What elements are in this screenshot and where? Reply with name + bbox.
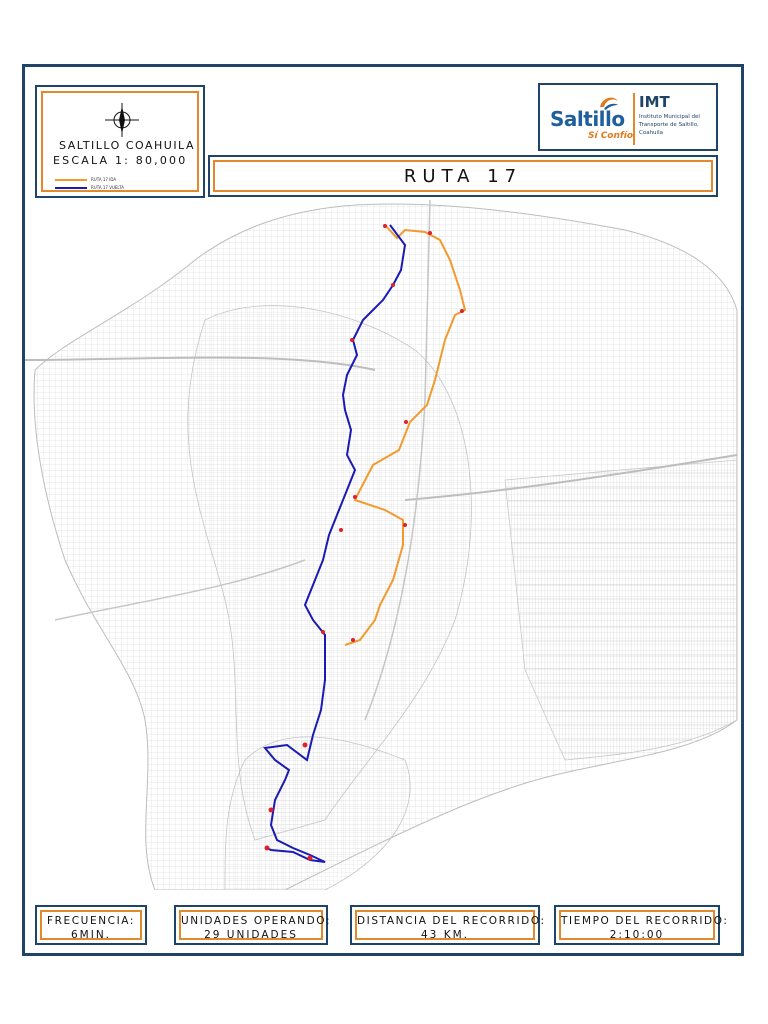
stat-time-label: TIEMPO DEL RECORRIDO: <box>561 915 729 927</box>
stat-frequency <box>35 905 147 945</box>
legend-item-ida <box>55 177 116 185</box>
stat-frequency-value: 6MIN. <box>70 929 112 941</box>
stat-units-inner <box>179 910 332 941</box>
stat-time <box>554 905 729 945</box>
stat-time-inner <box>559 910 729 941</box>
south-district <box>225 737 410 890</box>
route-title-panel <box>208 155 718 197</box>
stat-distance-value: 43 KM. <box>421 929 469 941</box>
logo-slogan-text: Sí Confío <box>588 131 634 141</box>
stat-distance-inner <box>355 910 546 941</box>
city-label: SALTILLO COAHUILA <box>59 139 195 152</box>
route-title-inner <box>213 160 713 192</box>
stat-units <box>174 905 332 945</box>
logo-divider <box>633 93 635 145</box>
legend-inner-border <box>41 91 199 192</box>
legend-label-ida: RUTA 17 IDA <box>91 177 117 182</box>
imt-logo <box>538 83 718 151</box>
logo-brand-text: Saltillo <box>550 107 625 131</box>
route-title: RUTA 17 <box>403 165 523 187</box>
legend-item-vuelta <box>55 185 124 193</box>
north-arrow-icon <box>105 103 139 137</box>
scale-label: ESCALA 1: 80,000 <box>53 154 188 167</box>
city-street-map <box>25 200 741 890</box>
stat-distance-label: DISTANCIA DEL RECORRIDO: <box>357 915 546 927</box>
stat-frequency-inner <box>40 910 142 940</box>
stat-time-value: 2:10:00 <box>609 929 665 941</box>
stat-frequency-label: FRECUENCIA: <box>46 915 136 927</box>
stat-distance <box>350 905 546 945</box>
legend-swatch-vuelta <box>55 187 87 189</box>
stat-units-label: UNIDADES OPERANDO: <box>181 915 332 927</box>
logo-acronym: IMT <box>639 93 670 111</box>
legend-swatch-ida <box>55 179 87 181</box>
logo-institute-name: Instituto Municipal del Transporte de Saltillo, Coahuila <box>639 114 700 136</box>
stat-units-value: 29 UNIDADES <box>204 929 298 941</box>
legend-label-vuelta: RUTA 17 VUELTA <box>91 185 124 190</box>
legend-panel <box>35 85 205 198</box>
